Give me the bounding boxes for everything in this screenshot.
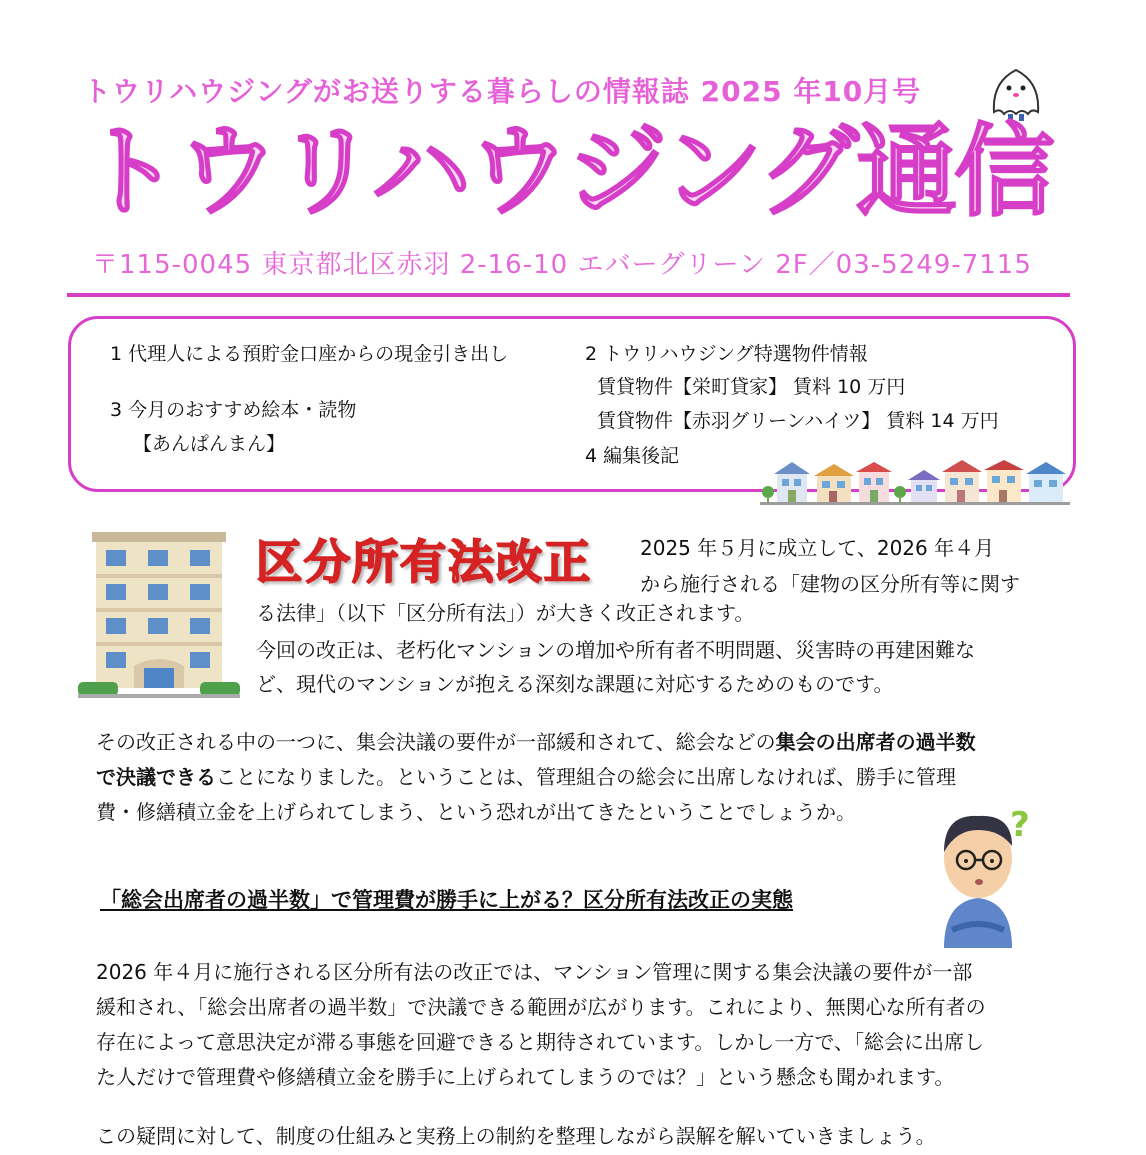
paragraph-4-line-1: この疑問に対して、制度の仕組みと実務上の制約を整理しながら誤解を解いていきましょう。 [96,1124,936,1148]
apartment-building-icon [78,528,240,700]
header-divider [67,293,1070,297]
toc-item-2: 2 トウリハウジング特選物件情報 [585,343,868,365]
newsletter-title: トウリハウジング通信 [80,113,1053,230]
toc-item-1: 1 代理人による預貯金口座からの現金引き出し [110,343,509,365]
svg-text:?: ? [1010,805,1030,845]
emphasis-text: で決議できる [96,765,216,789]
paragraph-2-line-3: 費・修繕積立金を上げられてしまう、という恐れが出てきたということでしょうか。 [96,800,856,824]
company-address: 〒115-0045 東京都北区赤羽 2-16-10 エバーグリーン 2F／03-5249-7115 [92,250,1032,280]
paragraph-3-line-1: 2026 年４月に施行される区分所有法の改正では、マンション管理に関する集会決議の要件が一部 [96,960,973,984]
paragraph-2-line-1 [96,724,976,761]
intro-line-4: 今回の改正は、老朽化マンションの増加や所有者不明問題、災害時の再建困難な [256,638,976,662]
houses-icon [760,458,1070,506]
paragraph-3-line-3: 存在によって意思決定が滞る事態を回避できると期待されています。しかし一方で、「総会に出席し [96,1030,984,1054]
intro-line-3: る法律」（以下「区分所有法」）が大きく改正されます。 [256,601,755,625]
paragraph-3-line-4: た人だけで管理費や修繕積立金を勝手に上げられてしまうのでは？」という懸念も聞かれます。 [96,1065,955,1089]
toc-item-3: 3 今月のおすすめ絵本・読物 [110,399,357,421]
emphasis-text: 集会の出席者の過半数 [775,730,976,754]
intro-line-2: から施行される「建物の区分所有等に関す [640,572,1020,596]
paragraph-3-line-2: 緩和され、「総会出席者の過半数」で決議できる範囲が広がります。これにより、無関心な所有者の [96,995,986,1019]
intro-line-5: ど、現代のマンションが抱える深刻な課題に対応するためのものです。 [256,672,894,696]
toc-item-2-sub-2: 賃貸物件【赤羽グリーンハイツ】 賃料 14 万円 [597,410,999,432]
paragraph-2-text: その改正される中の一つに、集会決議の要件が一部緩和されて、総会などの [96,730,776,754]
article-subheading: 「総会出席者の過半数」で管理費が勝手に上がる？区分所有法改正の実態 [100,888,793,912]
intro-line-1: 2025 年５月に成立して、2026 年４月 [640,536,995,560]
section-title: 区分所有法改正 [256,535,592,589]
toc-item-2-sub-1: 賃貸物件【栄町貸家】 賃料 10 万円 [597,376,906,398]
newsletter-subtitle: トウリハウジングがお送りする暮らしの情報誌 2025 年10月号 [83,75,922,108]
confused-man-icon [930,800,1050,948]
toc-item-3-sub: 【あんぱんまん】 [133,433,286,455]
paragraph-2-line-2 [96,759,956,796]
toc-item-4: 4 編集後記 [585,445,680,467]
paragraph-2-text: ことになりました。ということは、管理組合の総会に出席しなければ、勝手に管理 [216,765,956,789]
